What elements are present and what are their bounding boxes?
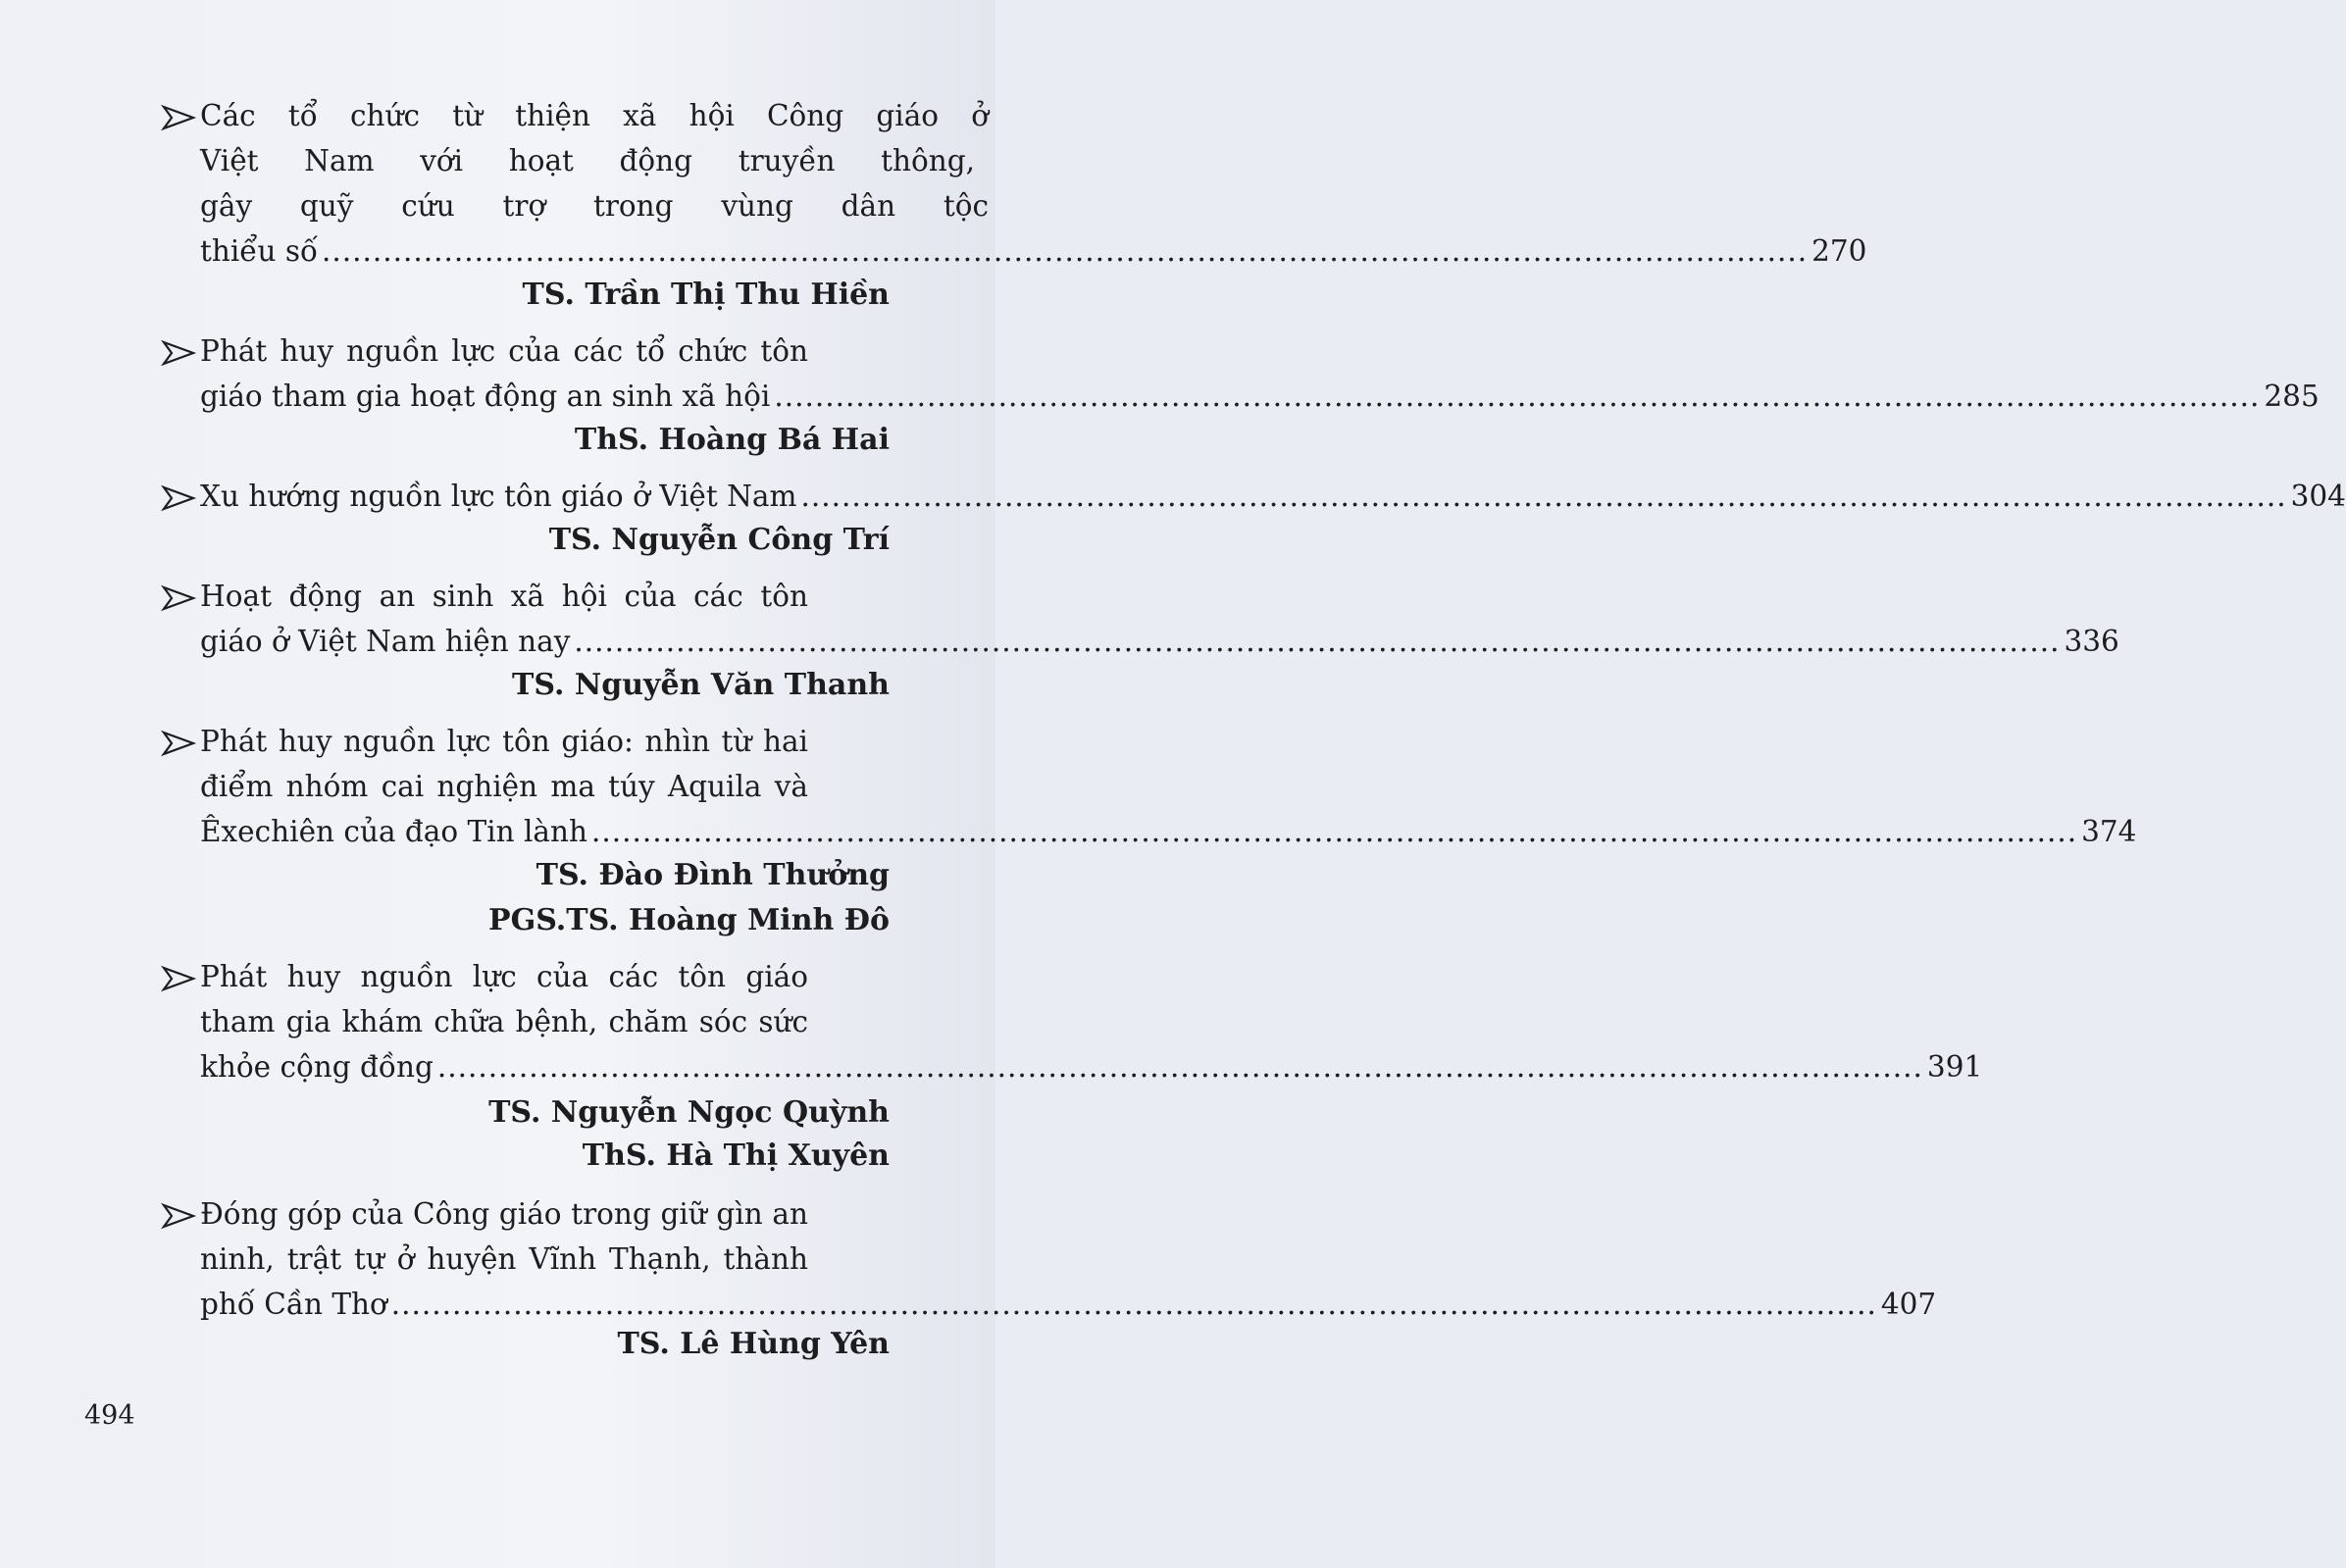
toc-title-last-line [200, 810, 2137, 853]
leader-dots: .................................................................................................................................................. [774, 379, 2261, 413]
toc-author: ThS. Hà Thị Xuyên [582, 1138, 890, 1173]
leader-dots: .................................................................................................................................................. [390, 1288, 1877, 1321]
toc-title-line: Các tổ chức từ thiện xã hội Công giáo ở [200, 99, 989, 132]
arrowhead-bullet-icon [163, 341, 194, 365]
toc-title-line: giáo tham gia hoạt động an sinh xã hội [200, 379, 771, 413]
toc-title-last-line [200, 1045, 1983, 1088]
toc-page-number: 336 [2064, 625, 2119, 658]
arrowhead-bullet-icon [163, 967, 194, 990]
toc-title-line: Phát huy nguồn lực của các tôn giáo [200, 960, 808, 993]
toc-title-line: điểm nhóm cai nghiện ma túy Aquila và [200, 770, 808, 803]
toc-title-line: thiểu số [200, 234, 319, 268]
toc-title-line: gây quỹ cứu trợ trong vùng dân tộc [200, 189, 989, 223]
toc-title-last-line [200, 1283, 1937, 1326]
arrowhead-bullet-icon [163, 1204, 194, 1228]
toc-title-line: Đóng góp của Công giáo trong giữ gìn an [200, 1197, 808, 1231]
toc-title-line: Việt Nam với hoạt động truyền thông, [200, 144, 975, 177]
toc-title-line: giáo ở Việt Nam hiện nay [200, 625, 571, 658]
page-number: 494 [84, 1400, 135, 1431]
toc-author: TS. Trần Thị Thu Hiền [522, 278, 890, 312]
toc-title-line: khỏe cộng đồng [200, 1050, 434, 1084]
toc-author: PGS.TS. Hoàng Minh Đô [488, 903, 890, 937]
toc-title-line: Phát huy nguồn lực tôn giáo: nhìn từ hai [200, 725, 808, 758]
toc-author: TS. Lê Hùng Yên [617, 1327, 890, 1361]
toc-title-line: Êxechiên của đạo Tin lành [200, 815, 588, 848]
toc-author: TS. Nguyễn Văn Thanh [512, 668, 890, 702]
toc-author: ThS. Hoàng Bá Hai [574, 423, 890, 457]
toc-page-number: 391 [1926, 1050, 1983, 1084]
toc-page-number: 407 [1880, 1288, 1937, 1321]
toc-page-number: 285 [2264, 379, 2320, 413]
toc-title-last-line [200, 229, 1867, 273]
leader-dots: .................................................................................................................................................. [322, 234, 1809, 268]
arrowhead-bullet-icon [163, 732, 194, 755]
toc-title-last-line [200, 475, 2346, 518]
toc-title-line: Xu hướng nguồn lực tôn giáo ở Việt Nam [200, 480, 797, 513]
toc-title-last-line [200, 375, 2320, 418]
toc-title-line: phố Cần Thơ [200, 1288, 387, 1321]
arrowhead-bullet-icon [163, 486, 194, 510]
toc-page-number: 374 [2081, 815, 2137, 848]
leader-dots: .................................................................................................................................................. [574, 625, 2061, 658]
leader-dots: .................................................................................................................................................. [800, 480, 2287, 513]
toc-title-line: Hoạt động an sinh xã hội của các tôn [200, 580, 808, 613]
toc-title-last-line [200, 620, 2119, 663]
toc-author: TS. Nguyễn Ngọc Quỳnh [488, 1095, 890, 1130]
arrowhead-bullet-icon [163, 106, 194, 129]
toc-title-line: Phát huy nguồn lực của các tổ chức tôn [200, 334, 808, 368]
leader-dots: .................................................................................................................................................. [436, 1050, 1923, 1084]
toc-author: TS. Đào Đình Thưởng [536, 858, 890, 892]
arrowhead-bullet-icon [163, 586, 194, 610]
toc-page-number: 270 [1811, 234, 1867, 268]
toc-title-line: tham gia khám chữa bệnh, chăm sóc sức [200, 1005, 808, 1038]
toc-title-line: ninh, trật tự ở huyện Vĩnh Thạnh, thành [200, 1242, 808, 1276]
toc-author: TS. Nguyễn Công Trí [548, 523, 890, 557]
toc-page-number: 304 [2290, 480, 2346, 513]
leader-dots: .................................................................................................................................................. [591, 815, 2078, 848]
